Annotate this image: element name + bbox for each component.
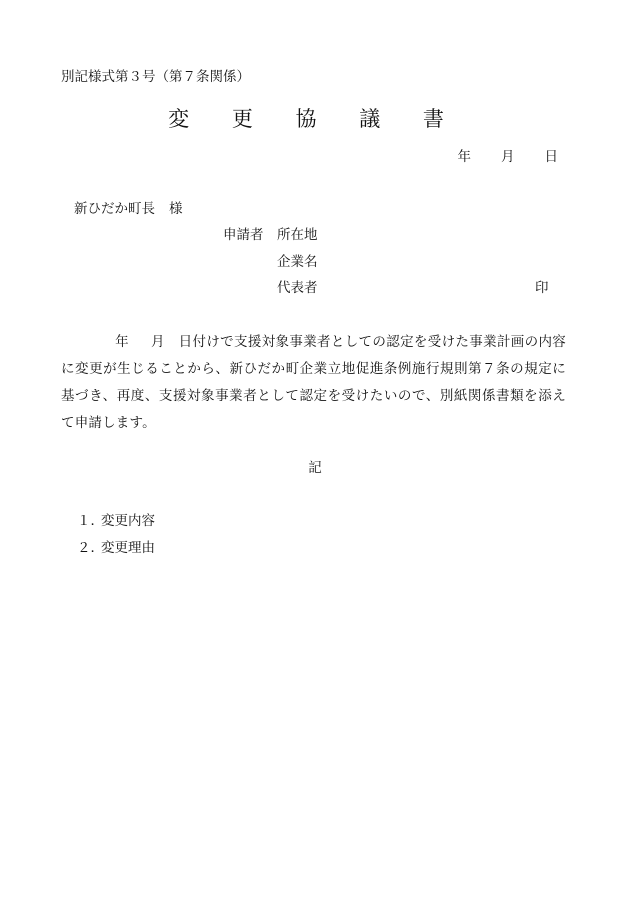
form-number: 別記様式第３号（第７条関係） <box>61 69 250 85</box>
application-body <box>61 329 566 437</box>
body-month-label: 月 <box>150 334 165 350</box>
list-item <box>77 515 155 529</box>
representative-label: 代表者 <box>277 280 318 296</box>
addressee <box>74 203 183 217</box>
title-char: 協 <box>295 107 335 131</box>
date-line <box>458 151 559 165</box>
address-label: 所在地 <box>277 227 318 243</box>
date-year-label: 年 <box>457 149 471 165</box>
list-item <box>77 542 155 556</box>
body-text: 日付けで支援対象事業者としての認定を受けた事業計画の内容に変更が生じることから、新ひだか町企業立地促進条例施行規則第７条の規定に基づき、再度、支援対象事業者として認定を受けたいので、別紙関係書類を添えて申請します。 <box>61 334 567 431</box>
title-char: 変 <box>168 107 208 131</box>
item-number: ２． <box>77 540 104 556</box>
title-char: 議 <box>359 107 399 131</box>
document-title <box>0 109 630 130</box>
item-label: 変更理由 <box>101 540 155 556</box>
date-month-label: 月 <box>501 149 515 165</box>
title-char: 更 <box>231 107 271 131</box>
company-name-label: 企業名 <box>277 254 318 270</box>
addressee-honorific: 様 <box>169 201 183 217</box>
title-char: 書 <box>422 107 462 131</box>
addressee-name: 新ひだか町長 <box>74 201 155 217</box>
ki-heading: 記 <box>308 460 322 476</box>
seal-mark: 印 <box>535 280 549 296</box>
item-label: 変更内容 <box>101 513 155 529</box>
date-day-label: 日 <box>544 149 558 165</box>
applicant-label: 申請者 <box>223 227 264 243</box>
item-number: １． <box>77 513 104 529</box>
body-year-label: 年 <box>115 334 129 350</box>
